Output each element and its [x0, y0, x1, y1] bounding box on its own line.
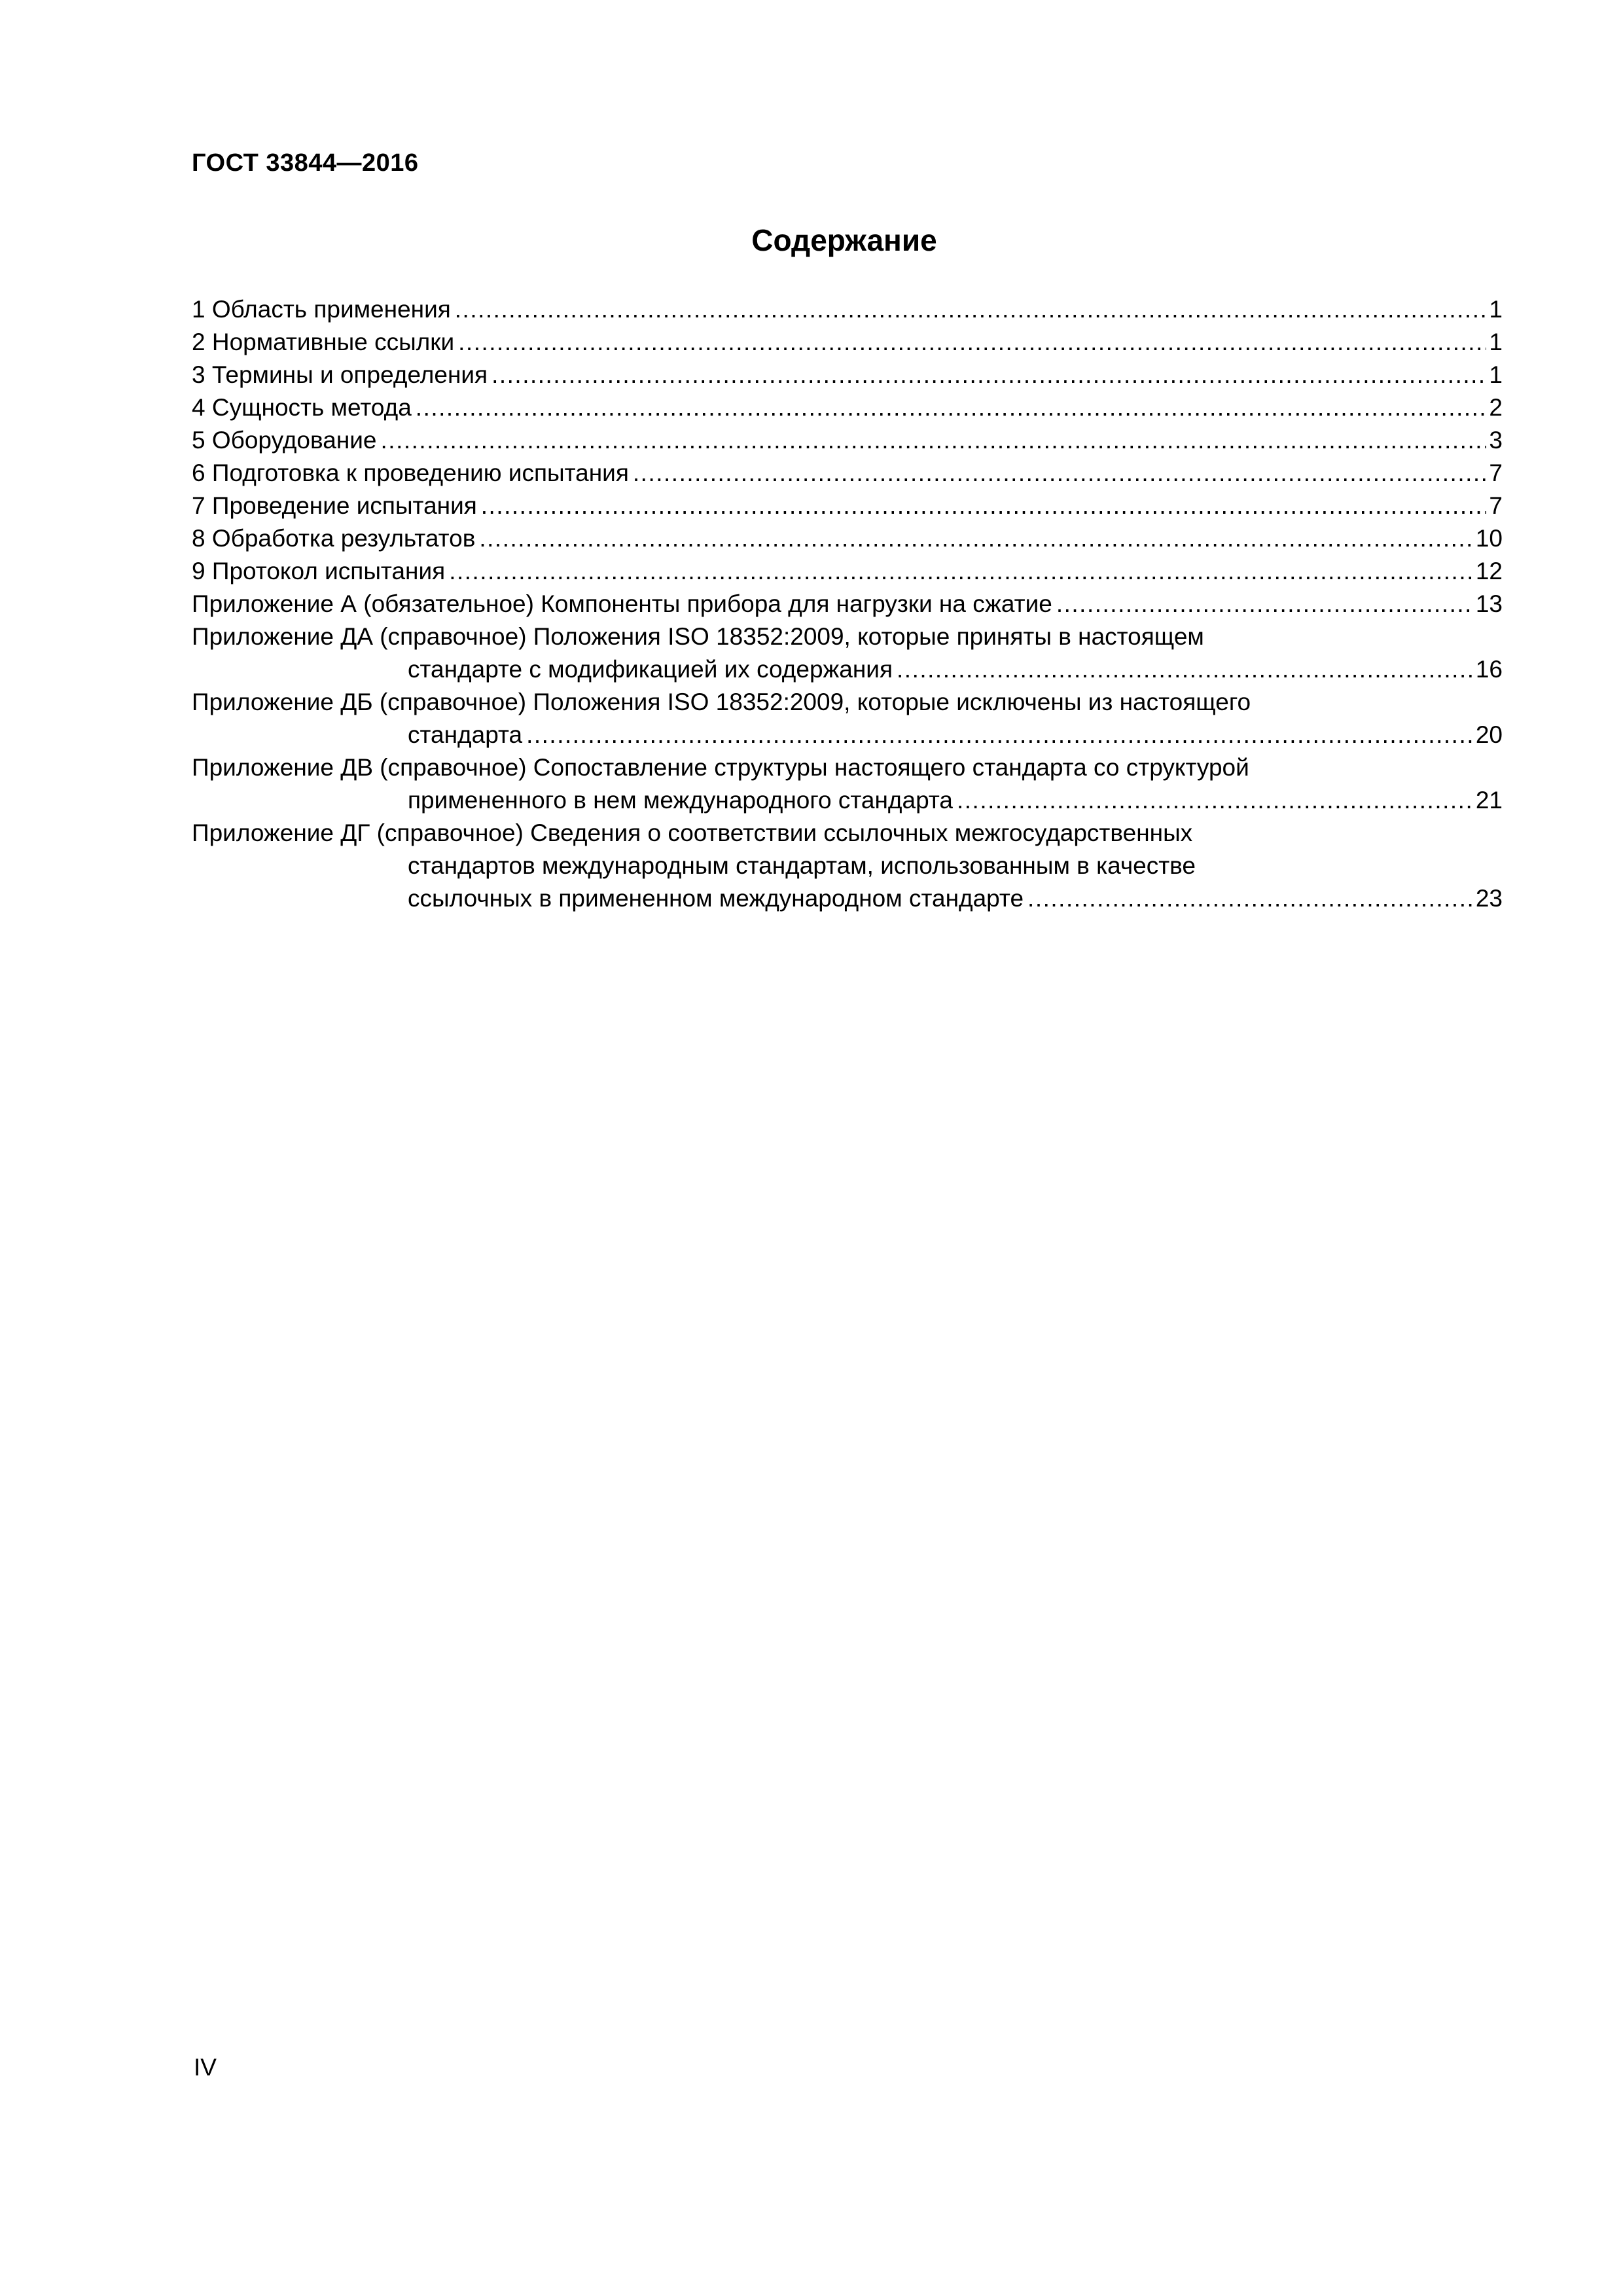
toc-dot-leader [1056, 588, 1473, 620]
toc-entry-continuation-line [192, 653, 1503, 686]
toc-entry[interactable] [192, 686, 1503, 751]
toc-entry-line [192, 751, 1503, 784]
toc-entry-line [192, 686, 1503, 719]
toc-entry-page-number: 2 [1489, 394, 1503, 421]
toc-dot-leader [449, 555, 1473, 588]
toc-entry-text: Приложение ДА (справочное) Положения ISO 18352:2009, которые приняты в настоящем [192, 623, 1204, 650]
toc-entry-page-number: 13 [1475, 590, 1503, 617]
toc-entry[interactable] [192, 424, 1503, 457]
toc-dot-leader [458, 326, 1486, 359]
toc-entry-line [192, 424, 1503, 457]
toc-entry[interactable] [192, 457, 1503, 490]
toc-entry-page-number: 7 [1489, 459, 1503, 486]
toc-dot-leader [1027, 882, 1473, 915]
toc-entry[interactable] [192, 490, 1503, 522]
table-of-contents [192, 293, 1503, 915]
toc-entry-text: примененного в нем международного стандарта [408, 787, 953, 814]
toc-entry-line [192, 457, 1503, 490]
toc-entry-text: 4 Сущность метода [192, 394, 412, 421]
toc-entry-text: 5 Оборудование [192, 427, 377, 454]
page-number: IV [194, 2054, 217, 2081]
toc-entry-page-number: 1 [1489, 361, 1503, 388]
toc-entry-text: стандартов международным стандартам, использованным в качестве [408, 852, 1196, 879]
toc-entry[interactable] [192, 817, 1503, 915]
toc-entry[interactable] [192, 359, 1503, 391]
toc-entry-page-number: 1 [1489, 296, 1503, 323]
toc-entry-line [192, 522, 1503, 555]
toc-dot-leader [633, 457, 1487, 490]
toc-entry-line [192, 490, 1503, 522]
toc-entry-text: 2 Нормативные ссылки [192, 329, 455, 355]
toc-entry-line [192, 359, 1503, 391]
toc-entry-page-number: 1 [1489, 329, 1503, 355]
toc-entry-text: стандарте с модификацией их содержания [408, 656, 893, 683]
toc-entry-page-number: 16 [1475, 656, 1503, 683]
toc-entry-continuation-line [192, 882, 1503, 915]
toc-entry[interactable] [192, 326, 1503, 359]
toc-entry-text: Приложение ДБ (справочное) Положения ISO 18352:2009, которые исключены из настоящего [192, 689, 1251, 715]
toc-entry-text: 6 Подготовка к проведению испытания [192, 459, 629, 486]
toc-entry-line [192, 391, 1503, 424]
toc-dot-leader [416, 391, 1487, 424]
toc-dot-leader [455, 293, 1487, 326]
toc-entry-page-number: 20 [1475, 721, 1503, 748]
toc-entry-page-number: 23 [1475, 885, 1503, 912]
toc-entry-line [192, 293, 1503, 326]
toc-entry-continuation-line [192, 719, 1503, 751]
toc-entry-text: 8 Обработка результатов [192, 525, 476, 552]
toc-dot-leader [897, 653, 1473, 686]
toc-entry-page-number: 10 [1475, 525, 1503, 552]
toc-entry-text: Приложение ДВ (справочное) Сопоставление структуры настоящего стандарта со структурой [192, 754, 1249, 781]
toc-entry-text: 9 Протокол испытания [192, 558, 446, 584]
toc-entry-line [192, 588, 1503, 620]
toc-entry-line [192, 620, 1503, 653]
toc-entry-page-number: 3 [1489, 427, 1503, 454]
toc-entry-page-number: 12 [1475, 558, 1503, 584]
toc-entry[interactable] [192, 391, 1503, 424]
toc-entry-text: Приложение ДГ (справочное) Сведения о соответствии ссылочных межгосударственных [192, 819, 1193, 846]
toc-entry[interactable] [192, 293, 1503, 326]
toc-dot-leader [479, 522, 1472, 555]
toc-entry[interactable] [192, 555, 1503, 588]
toc-entry-text: стандарта [408, 721, 523, 748]
toc-entry-continuation-line [192, 850, 1503, 882]
toc-entry-text: 7 Проведение испытания [192, 492, 477, 519]
toc-entry[interactable] [192, 751, 1503, 817]
toc-entry-text: Приложение А (обязательное) Компоненты прибора для нагрузки на сжатие [192, 590, 1052, 617]
toc-entry[interactable] [192, 522, 1503, 555]
toc-entry-page-number: 7 [1489, 492, 1503, 519]
toc-entry[interactable] [192, 620, 1503, 686]
toc-entry-continuation-line [192, 784, 1503, 817]
toc-entry-line [192, 326, 1503, 359]
toc-dot-leader [957, 784, 1473, 817]
document-id-header: ГОСТ 33844—2016 [192, 149, 419, 177]
toc-dot-leader [526, 719, 1473, 751]
toc-entry-line [192, 555, 1503, 588]
toc-entry-text: 1 Область применения [192, 296, 451, 323]
toc-entry-text: ссылочных в примененном международном стандарте [408, 885, 1024, 912]
toc-entry-page-number: 21 [1475, 787, 1503, 814]
toc-dot-leader [481, 490, 1487, 522]
toc-entry-text: 3 Термины и определения [192, 361, 488, 388]
toc-dot-leader [381, 424, 1487, 457]
toc-dot-leader [491, 359, 1486, 391]
toc-entry[interactable] [192, 588, 1503, 620]
toc-entry-line [192, 817, 1503, 850]
toc-title: Содержание [751, 223, 937, 257]
